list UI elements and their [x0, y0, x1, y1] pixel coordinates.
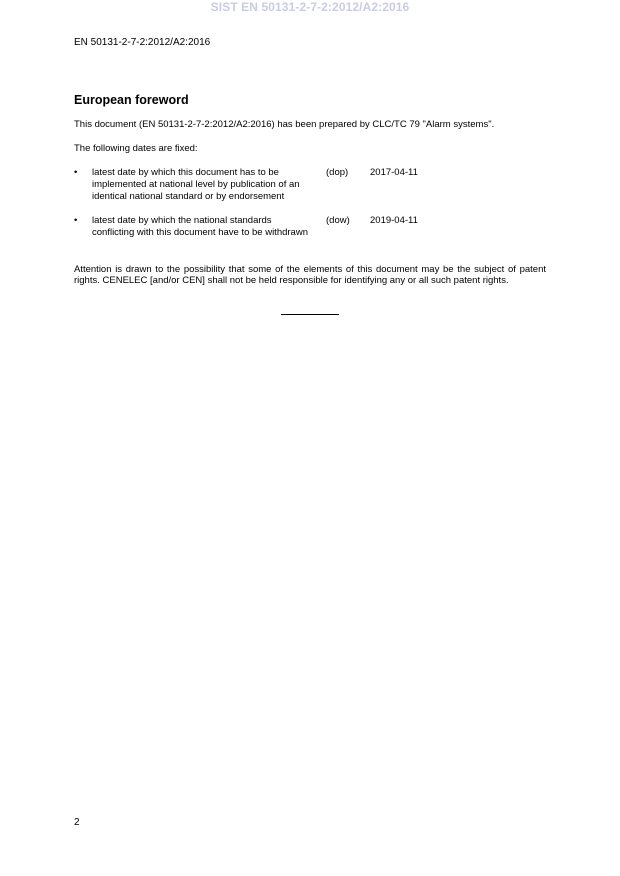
intro-paragraph: This document (EN 50131-2-7-2:2012/A2:2016) has been prepared by CLC/TC 79 "Alarm systems". [74, 119, 495, 130]
watermark: SIST EN 50131-2-7-2:2012/A2:2016 [210, 0, 410, 14]
date-value: 2019-04-11 [370, 215, 418, 226]
date-value: 2017-04-11 [370, 167, 418, 178]
dates-intro: The following dates are fixed: [74, 143, 198, 154]
bullet-icon: • [74, 215, 78, 226]
date-description: latest date by which the national standards conflicting with this document have to be withdrawn [92, 215, 308, 238]
date-abbreviation: (dow) [326, 215, 350, 226]
document-id: EN 50131-2-7-2:2012/A2:2016 [74, 37, 211, 48]
bullet-icon: • [74, 167, 78, 178]
end-rule [281, 314, 339, 315]
date-abbreviation: (dop) [326, 167, 349, 178]
date-description: latest date by which this document has to be implemented at national level by publication of an identical national standard or by endorsement [92, 167, 300, 202]
patent-notice: Attention is drawn to the possibility that some of the elements of this document may be the subject of patent rights. CENELEC [and/or CEN] shall not be held responsible for identifying any or all such patent rights. [74, 264, 546, 287]
section-title: European foreword [74, 93, 189, 107]
page-number: 2 [74, 817, 80, 828]
